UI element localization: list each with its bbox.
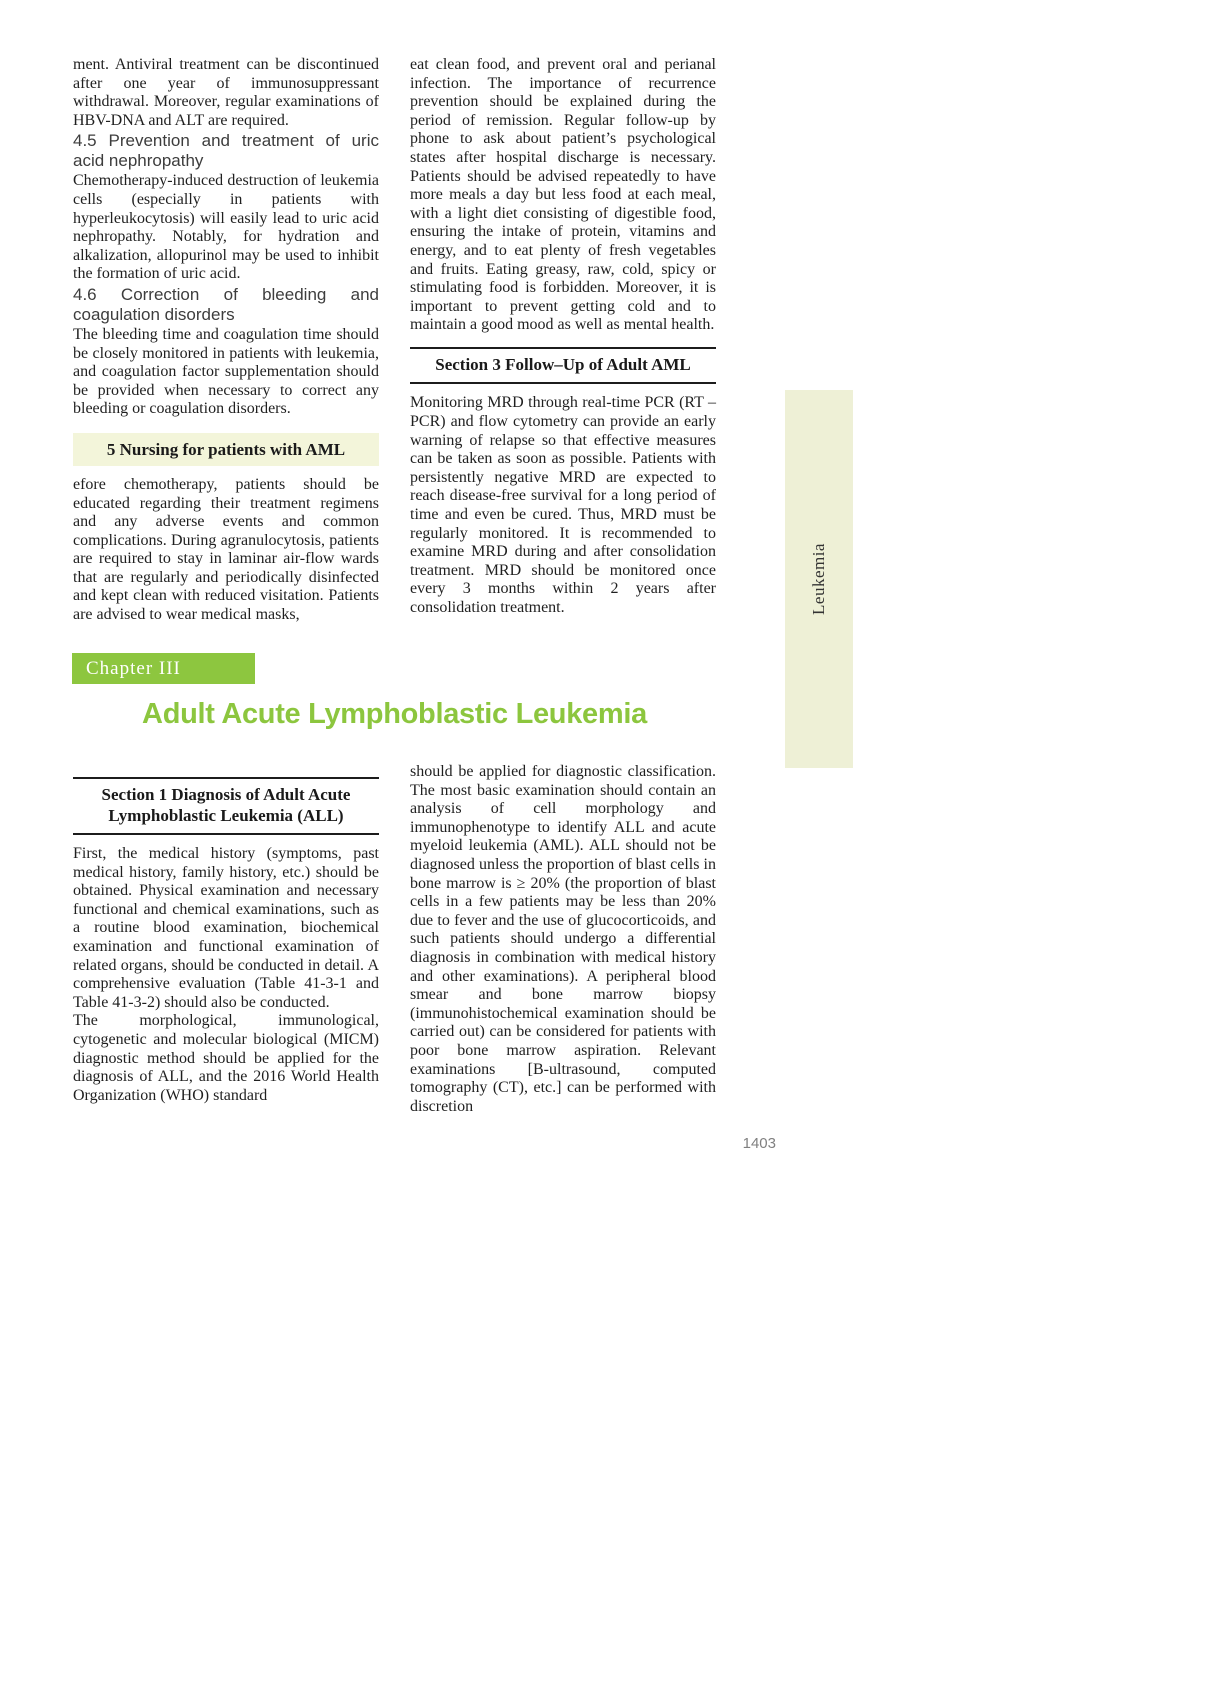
body-paragraph: Chemotherapy-induced destruction of leukemia cells (especially in patients with hyperleukocytosis) will easily lead to uric acid nephropathy. Notably, for hydration and alkalization, allopurinol may be used to inhibit the formation of uric acid. — [73, 172, 379, 283]
body-paragraph: The bleeding time and coagulation time should be closely monitored in patients with leukemia, and coagulation factor supplementation should be provided when necessary to correct any bleeding or coagulation disorders. — [73, 325, 379, 418]
left-column-top — [73, 56, 379, 625]
body-paragraph: ment. Antiviral treatment can be discontinued after one year of immunosuppressant withdrawal. Moreover, regular examinations of HBV-DNA and ALT are required. — [73, 56, 379, 129]
side-tab-label: Leukemia — [809, 543, 828, 615]
body-paragraph: eat clean food, and prevent oral and perianal infection. The importance of recurrence prevention should be explained during the period of remission. Regular follow-up by phone to ask about patient’s psychological states after hospital discharge is necessary. Patients should be advised repeatedly to have more meals a day but less food at each meal, with a light diet consisting of digestible food, ensuring the intake of protein, vitamins and energy, and to eat plenty of fresh vegetables and fruits. Eating greasy, raw, cold, spicy or stimulating food is forbidden. Moreover, it is important to prevent getting cold and to maintain a good mood as well as mental health. — [410, 56, 716, 334]
subsection-heading-4-5: 4.5 Prevention and treatment of uric acid nephropathy — [73, 131, 379, 171]
section-1-heading: Section 1 Diagnosis of Adult Acute Lymphoblastic Leukemia (ALL) — [73, 777, 379, 835]
left-column-bottom — [73, 765, 379, 1105]
right-column-top — [410, 56, 716, 618]
chapter-title: Adult Acute Lymphoblastic Leukemia — [142, 698, 647, 730]
body-paragraph: Monitoring MRD through real-time PCR (RT – PCR) and flow cytometry can provide an early warning of relapse so that effective measures can be taken as soon as possible. Patients with persistently negative MRD are expected to reach disease-free survival for a long period of time and even be cured. Thus, MRD must be regularly monitored. It is recommended to examine MRD during and after consolidation treatment. MRD should be monitored once every 3 months within 2 years after consolidation treatment. — [410, 394, 716, 616]
body-paragraph: The morphological, immunological, cytogenetic and molecular biological (MICM) diagnostic method should be applied for the diagnosis of ALL, and the 2016 World Health Organization (WHO) standard — [73, 1012, 379, 1104]
nursing-section-heading: 5 Nursing for patients with AML — [73, 433, 379, 466]
right-column-bottom — [410, 763, 716, 1116]
section-3-heading: Section 3 Follow–Up of Adult AML — [410, 347, 716, 385]
body-paragraph: efore chemotherapy, patients should be educated regarding their treatment regimens and any adverse events and common complications. During agranulocytosis, patients are required to stay in laminar air-flow wards that are regularly and periodically disinfected and kept clean with reduced visitation. Patients are advised to wear medical masks, — [73, 475, 379, 624]
side-thumb-tab — [785, 390, 853, 768]
subsection-heading-4-6: 4.6 Correction of bleeding and coagulation disorders — [73, 284, 379, 324]
body-paragraph: should be applied for diagnostic classification. The most basic examination should contain an analysis of cell morphology and immunophenotype to identify ALL and acute myeloid leukemia (AML). ALL should not be diagnosed unless the proportion of blast cells in bone marrow is ≥ 20% (the proportion of blast cells in a few patients may be less than 20% due to fever and the use of glucocorticoids, and such patients should undergo a differential diagnosis in combination with medical history and other examinations). A peripheral blood smear and bone marrow biopsy (immunohistochemical examination should be carried out) can be considered for patients with poor bone marrow aspiration. Relevant examinations [B-ultrasound, computed tomography (CT), etc.] can be performed with discretion — [410, 763, 716, 1115]
page-number: 1403 — [742, 1135, 776, 1152]
chapter-banner: Chapter III — [72, 653, 255, 684]
body-paragraph: First, the medical history (symptoms, past medical history, family history, etc.) should be obtained. Physical examination and necessary functional and chemical examinations, such as a routine blood examination, biochemical examination and functional examination of related organs, should be conducted in detail. A comprehensive evaluation (Table 41-3-1 and Table 41-3-2) should also be conducted. — [73, 845, 379, 1011]
